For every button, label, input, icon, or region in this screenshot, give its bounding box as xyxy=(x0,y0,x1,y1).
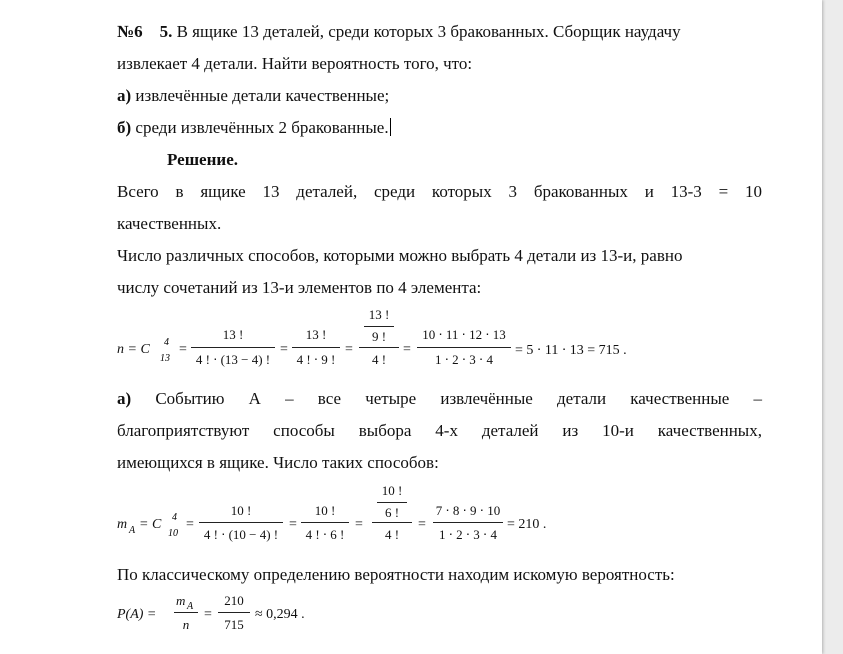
word: выбора xyxy=(358,421,412,440)
solution-para-1-line-1 xyxy=(117,182,762,202)
f1-result: = 5 ⋅ 11 ⋅ 13 = 715 . xyxy=(515,343,627,358)
f3-result: ≈ 0,294 . xyxy=(255,607,305,622)
f2-frac1-den: 4 ! ⋅ (10 − 4) ! xyxy=(203,527,279,542)
f1-eq1: = xyxy=(179,342,187,357)
f1-frac2-num: 13 ! xyxy=(305,327,327,342)
solution-para-1-line-2: качественных. xyxy=(117,214,222,233)
word: детали xyxy=(557,389,607,408)
f1-sup: 4 xyxy=(164,337,169,348)
f3-frac1-num-sub: A xyxy=(187,601,194,612)
f2-frac4-den: 1 ⋅ 2 ⋅ 3 ⋅ 4 xyxy=(439,527,497,542)
f2-frac1-bar xyxy=(199,522,283,523)
word: – xyxy=(753,389,762,408)
f3-frac1-den: n xyxy=(182,617,190,632)
f2-frac1-num: 10 ! xyxy=(230,503,252,518)
f2-frac2-bar xyxy=(301,522,349,523)
f2-result: = 210 . xyxy=(507,517,547,532)
f3-frac1-num-m: m xyxy=(176,593,186,608)
word: – xyxy=(285,389,294,408)
f1-frac1-den: 4 ! ⋅ (13 − 4) ! xyxy=(195,352,271,367)
solution-para-2-line-1: Число различных способов, которыми можно выбрать 4 детали из 13-и, равно xyxy=(117,246,683,265)
f3-lhs: P(A) = xyxy=(117,607,157,622)
word: качественных, xyxy=(657,421,762,440)
item-a-label: а) xyxy=(117,86,132,105)
word: деталей, xyxy=(296,182,358,201)
f1-frac4-den: 1 ⋅ 2 ⋅ 3 ⋅ 4 xyxy=(435,352,493,367)
word: извлечённые xyxy=(440,389,533,408)
f1-frac4-num: 10 ⋅ 11 ⋅ 12 ⋅ 13 xyxy=(422,327,506,342)
item-b-label: б) xyxy=(117,118,132,137)
word: бракованных xyxy=(533,182,628,201)
f1-frac1-num: 13 ! xyxy=(222,327,244,342)
f2-frac3-inner-bar xyxy=(377,502,407,503)
f2-lhs-c: = C xyxy=(139,517,162,532)
f2-frac3-mid: 6 ! xyxy=(384,505,400,520)
word: четыре xyxy=(365,389,417,408)
f3-frac2-bar xyxy=(218,612,250,613)
problem-item-a xyxy=(117,86,762,106)
f3-eq: = xyxy=(204,607,212,622)
problem-subnumber: 5. xyxy=(159,22,173,41)
f2-eq2: = xyxy=(289,517,297,532)
solution-para-2-line-2: числу сочетаний из 13-и элементов по 4 элемента: xyxy=(117,278,482,297)
f1-eq2: = xyxy=(280,342,288,357)
f1-frac3-inner-bar xyxy=(364,326,394,327)
f3-frac2-den: 715 xyxy=(224,617,244,632)
f2-frac4-bar xyxy=(433,522,503,523)
word: из xyxy=(562,421,579,440)
word: в xyxy=(175,182,184,201)
f2-frac3-den: 4 ! xyxy=(384,527,400,542)
word: 13-3 xyxy=(670,182,702,201)
f2-sup: 4 xyxy=(172,512,177,523)
f1-frac2-den: 4 ! ⋅ 9 ! xyxy=(296,352,336,367)
word: 13 xyxy=(262,182,280,201)
word: среди xyxy=(374,182,416,201)
word: А xyxy=(248,389,261,408)
f1-frac3-top: 13 ! xyxy=(368,307,390,322)
f2-eq1: = xyxy=(186,517,194,532)
problem-number: №6 xyxy=(117,22,143,41)
part-a-line-2 xyxy=(117,421,762,441)
word: которых xyxy=(431,182,492,201)
f1-frac3-bar xyxy=(359,347,399,348)
word: способы xyxy=(273,421,335,440)
f1-frac2-bar xyxy=(292,347,340,348)
f1-eq3: = xyxy=(345,342,353,357)
f3-frac2-num: 210 xyxy=(224,593,244,608)
problem-line-1 xyxy=(117,22,762,42)
f2-eq4: = xyxy=(418,517,426,532)
word: 10-и xyxy=(602,421,634,440)
f2-frac2-num: 10 ! xyxy=(314,503,336,518)
f1-lhs: n = C xyxy=(117,342,150,357)
f2-frac3-top: 10 ! xyxy=(381,483,403,498)
item-a-text: извлечённые детали качественные; xyxy=(131,86,390,105)
f2-lhs-sub: A xyxy=(129,525,136,536)
word: = xyxy=(718,182,729,201)
word: 3 xyxy=(508,182,518,201)
word: благоприятствуют xyxy=(117,421,250,440)
part-a-label: а) xyxy=(117,389,132,408)
f2-frac2-den: 4 ! ⋅ 6 ! xyxy=(305,527,345,542)
f1-frac1-bar xyxy=(191,347,275,348)
word: Событию xyxy=(155,389,225,408)
f2-sub: 10 xyxy=(168,528,178,539)
word: Всего xyxy=(117,182,159,201)
word: деталей xyxy=(481,421,539,440)
f1-frac3-mid: 9 ! xyxy=(371,329,387,344)
part-a-line-3: имеющихся в ящике. Число таких способов: xyxy=(117,453,439,472)
problem-item-b xyxy=(117,118,762,138)
word: все xyxy=(317,389,342,408)
f2-frac3-bar xyxy=(372,522,412,523)
item-b-text: среди извлечённых 2 бракованные. xyxy=(131,118,389,137)
word: качественные xyxy=(630,389,730,408)
word: и xyxy=(644,182,654,201)
f2-frac4-num: 7 ⋅ 8 ⋅ 9 ⋅ 10 xyxy=(435,503,501,518)
word: 4-х xyxy=(435,421,458,440)
word: ящике xyxy=(200,182,246,201)
f1-eq4: = xyxy=(403,342,411,357)
final-paragraph: По классическому определению вероятности находим искомую вероятность: xyxy=(117,565,675,584)
f1-frac4-bar xyxy=(417,347,511,348)
part-a-line-1 xyxy=(117,389,762,409)
f2-eq3: = xyxy=(355,517,363,532)
solution-title: Решение. xyxy=(167,150,238,169)
f1-sub: 13 xyxy=(160,353,170,364)
problem-line-2: извлекает 4 детали. Найти вероятность того, что: xyxy=(117,54,473,73)
text-cursor xyxy=(390,118,391,136)
f1-frac3-den: 4 ! xyxy=(371,352,387,367)
problem-text-1: В ящике 13 деталей, среди которых 3 бракованных. Сборщик наудачу xyxy=(176,22,681,41)
f2-lhs-m: m xyxy=(117,517,128,532)
f3-frac1-bar xyxy=(174,612,198,613)
word: 10 xyxy=(744,182,762,201)
